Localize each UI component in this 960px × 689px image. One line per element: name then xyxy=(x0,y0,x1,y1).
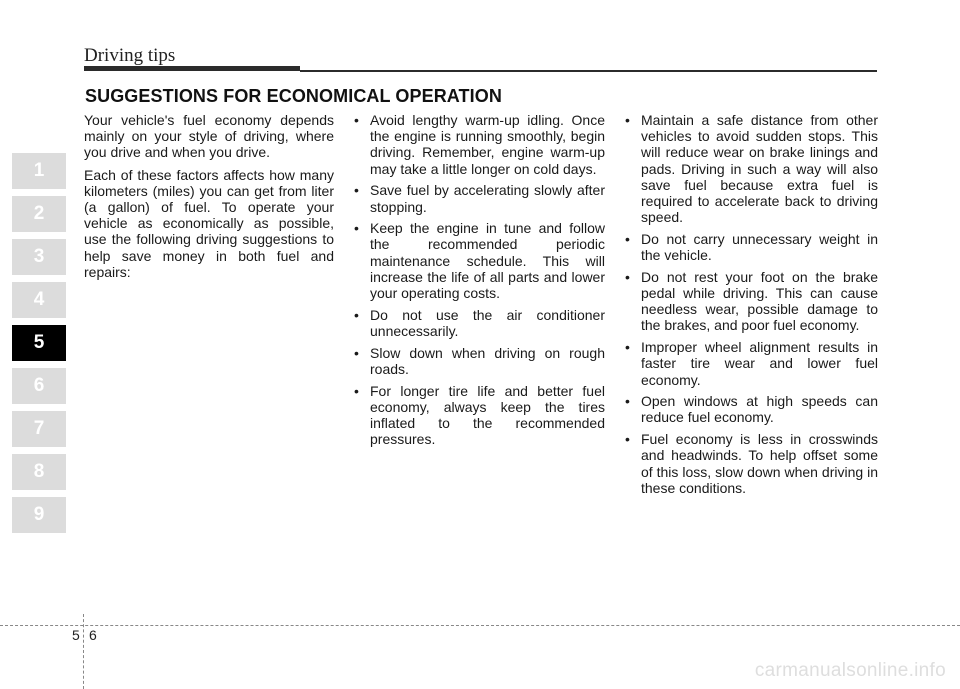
bullet-icon: • xyxy=(625,431,630,448)
footer-divider xyxy=(0,625,960,626)
list-item-text: Maintain a safe distance from other vehicles to avoid sudden stops. This will reduce wear on brake linings and pads. Driving in such a way will also save fuel because extra fuel is required to accelerate back to driving speed. xyxy=(641,112,878,226)
bullet-icon: • xyxy=(625,339,630,356)
chapter-tab-9[interactable]: 9 xyxy=(12,497,66,533)
list-item xyxy=(354,182,605,214)
list-item-text: Save fuel by accelerating slowly after stopping. xyxy=(370,182,605,215)
list-item xyxy=(625,431,878,496)
list-item-text: Do not use the air conditioner unnecessarily. xyxy=(370,306,605,339)
list-item xyxy=(354,345,605,377)
chapter-tab-4[interactable]: 4 xyxy=(12,282,66,318)
list-item-text: Keep the engine in tune and follow the recommended periodic maintenance schedule. This will increase the life of all parts and lower your operating costs. xyxy=(370,220,605,302)
chapter-tab-5[interactable]: 5 xyxy=(12,325,66,361)
list-item xyxy=(354,220,605,301)
list-item-text: For longer tire life and better fuel economy, always keep the tires inflated to the recommended pressures. xyxy=(370,382,605,448)
list-item xyxy=(354,112,605,177)
chapter-tab-1[interactable]: 1 xyxy=(12,153,66,189)
header-rule-thick xyxy=(84,66,300,71)
list-item-text: Fuel economy is less in crosswinds and headwinds. To help offset some of this loss, slow down when driving in these conditions. xyxy=(641,431,878,496)
chapter-tab-8[interactable]: 8 xyxy=(12,454,66,490)
bullet-icon: • xyxy=(354,182,359,199)
list-item-text: Open windows at high speeds can reduce fuel economy. xyxy=(641,393,878,426)
bullet-icon: • xyxy=(625,393,630,410)
list-item-text: Do not carry unnecessary weight in the vehicle. xyxy=(641,230,878,264)
bullet-icon: • xyxy=(354,344,359,361)
bullet-icon: • xyxy=(625,230,630,247)
bullet-icon: • xyxy=(354,220,359,237)
page-section-number: 5 xyxy=(72,627,80,643)
chapter-tabs xyxy=(12,153,66,540)
bullet-icon: • xyxy=(354,112,359,128)
column-3 xyxy=(625,112,878,501)
chapter-tab-7[interactable]: 7 xyxy=(12,411,66,447)
chapter-tab-2[interactable]: 2 xyxy=(12,196,66,232)
page-number: 6 xyxy=(89,627,97,643)
list-item xyxy=(625,112,878,225)
footer-page-divider xyxy=(83,614,84,689)
bullet-icon: • xyxy=(354,382,359,399)
watermark: carmanualsonline.info xyxy=(754,660,946,681)
list-item xyxy=(625,269,878,334)
list-item-text: Do not rest your foot on the brake pedal while driving. This can cause needless wear, possible damage to the brakes, and poor fuel economy. xyxy=(641,268,878,334)
intro-paragraph-1: Your vehicle's fuel economy depends mainly on your style of driving, where you drive and when you drive. xyxy=(84,112,334,161)
list-item xyxy=(625,339,878,388)
list-item-text: Slow down when driving on rough roads. xyxy=(370,344,605,377)
list-item xyxy=(625,231,878,263)
list-item xyxy=(625,393,878,425)
tips-list-1 xyxy=(354,112,605,447)
list-item-text: Avoid lengthy warm-up idling. Once the engine is running smoothly, begin driving. Remember, engine warm-up may take a little longer on cold days. xyxy=(370,112,605,177)
section-title: SUGGESTIONS FOR ECONOMICAL OPERATION xyxy=(85,86,502,106)
tips-list-2 xyxy=(625,112,878,496)
bullet-icon: • xyxy=(354,306,359,323)
list-item xyxy=(354,307,605,339)
column-2 xyxy=(354,112,605,453)
bullet-icon: • xyxy=(625,268,630,285)
bullet-icon: • xyxy=(625,112,630,128)
chapter-tab-6[interactable]: 6 xyxy=(12,368,66,404)
list-item xyxy=(354,383,605,448)
header-title: Driving tips xyxy=(84,45,176,66)
column-1 xyxy=(84,112,334,286)
intro-paragraph-2: Each of these factors affects how many kilometers (miles) you can get from liter (a gallon) of fuel. To operate your vehicle as economically as possible, use the following driving suggestions to help save money in both fuel and repairs: xyxy=(84,166,334,280)
header-rule-thin xyxy=(300,70,877,72)
list-item-text: Improper wheel alignment results in faster tire wear and lower fuel economy. xyxy=(641,339,878,388)
chapter-tab-3[interactable]: 3 xyxy=(12,239,66,275)
